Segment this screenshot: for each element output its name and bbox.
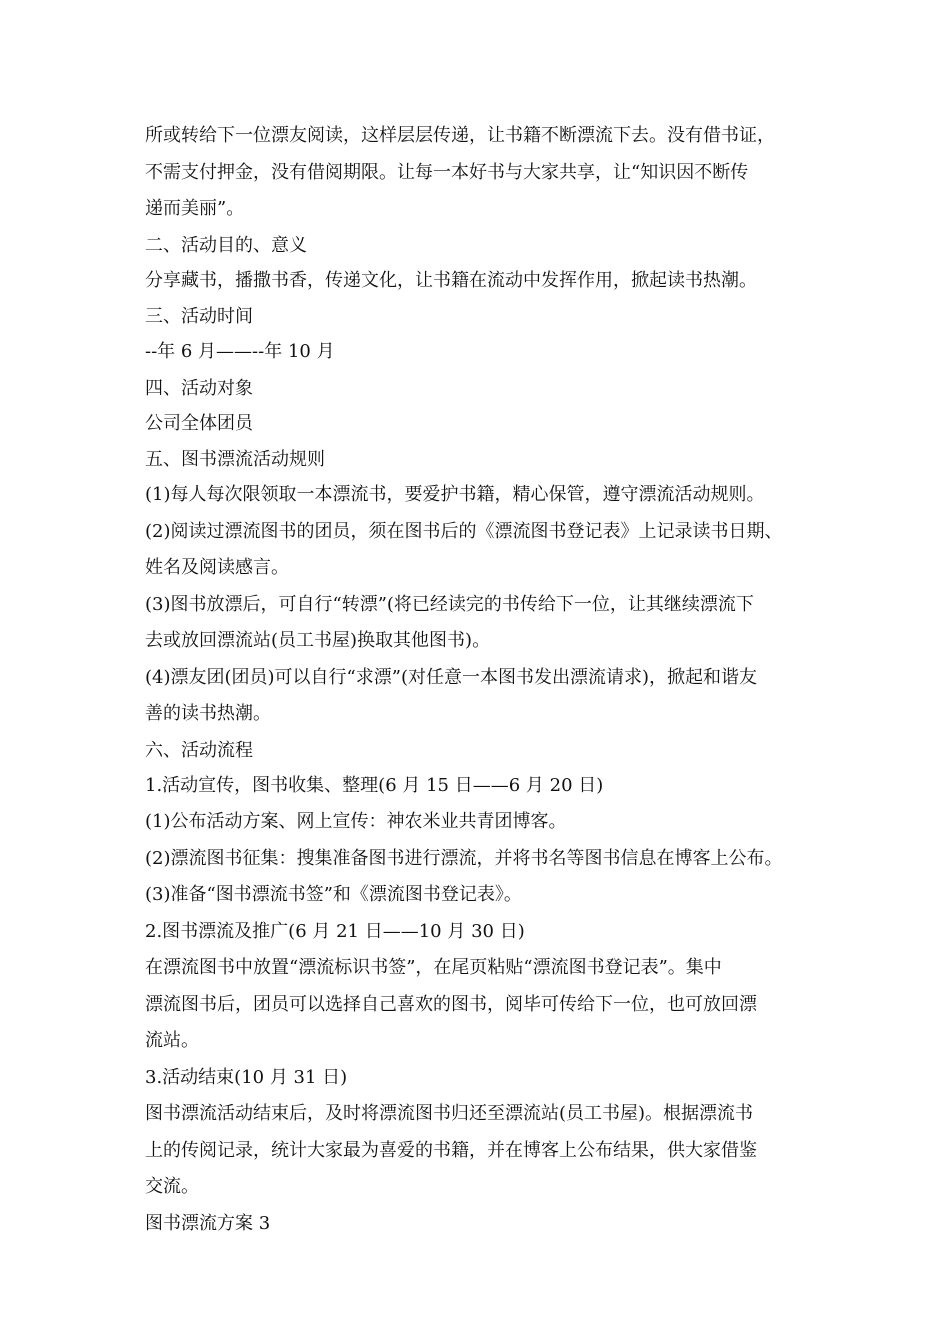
paragraph — [145, 804, 825, 841]
text-line: (3)图书放漂后，可自行“转漂”(将已经读完的书传给下一位，让其继续漂流下 — [145, 593, 754, 615]
text-line: 不需支付押金，没有借阅期限。让每一本好书与大家共享，让“知识因不断传 — [145, 161, 749, 183]
text-line: 分享藏书，播撒书香，传递文化，让书籍在流动中发挥作用，掀起读书热潮。 — [145, 269, 757, 291]
text-line: (2)漂流图书征集：搜集准备图书进行漂流，并将书名等图书信息在博客上公布。 — [145, 847, 783, 869]
text-line: 图书漂流方案 3 — [145, 1212, 271, 1234]
text-line: (2)阅读过漂流图书的团员，须在图书后的《漂流图书登记表》上记录读书日期、 — [145, 520, 783, 542]
paragraph — [145, 514, 825, 587]
paragraph — [145, 334, 825, 371]
paragraph — [145, 914, 825, 951]
paragraph — [145, 660, 825, 733]
text-line: (4)漂友团(团员)可以自行“求漂”(对任意一本图书发出漂流请求)，掀起和谐友 — [145, 666, 757, 688]
paragraph — [145, 118, 825, 228]
paragraph — [145, 877, 825, 914]
paragraph — [145, 950, 825, 1060]
text-line: 六、活动流程 — [145, 739, 253, 761]
text-line: 交流。 — [145, 1176, 199, 1197]
text-line: 在漂流图书中放置“漂流标识书签”，在尾页粘贴“漂流图书登记表”。集中 — [145, 957, 722, 978]
text-line: 善的读书热潮。 — [145, 703, 271, 724]
section-heading — [145, 1206, 825, 1241]
text-line: 上的传阅记录，统计大家最为喜爱的书籍，并在博客上公布结果，供大家借鉴 — [145, 1139, 757, 1161]
text-line: 1.活动宣传，图书收集、整理(6 月 15 日——6 月 20 日) — [145, 774, 604, 796]
text-line: 漂流图书后，团员可以选择自己喜欢的图书，阅毕可传给下一位，也可放回漂 — [145, 993, 757, 1015]
text-line: 五、图书漂流活动规则 — [145, 449, 325, 470]
text-line: 2.图书漂流及推广(6 月 21 日——10 月 30 日) — [145, 920, 525, 942]
section-heading — [145, 299, 825, 334]
section-heading — [145, 442, 825, 477]
text-line: 姓名及阅读感言。 — [145, 557, 289, 578]
text-line: 3.活动结束(10 月 31 日) — [145, 1066, 348, 1088]
paragraph — [145, 477, 825, 514]
text-line: 去或放回漂流站(员工书屋)换取其他图书)。 — [145, 630, 491, 651]
text-line: 递而美丽”。 — [145, 198, 245, 219]
document-body — [145, 118, 825, 1241]
paragraph — [145, 841, 825, 878]
text-line: 四、活动对象 — [145, 377, 253, 399]
text-line: (3)准备“图书漂流书签”和《漂流图书登记表》。 — [145, 884, 522, 905]
text-line: 公司全体团员 — [145, 412, 253, 434]
text-line: 三、活动时间 — [145, 306, 253, 327]
section-heading — [145, 228, 825, 263]
paragraph — [145, 406, 825, 443]
text-line: 所或转给下一位漂友阅读，这样层层传递，让书籍不断漂流下去。没有借书证， — [145, 125, 775, 146]
paragraph — [145, 768, 825, 805]
paragraph — [145, 1096, 825, 1206]
text-line: 图书漂流活动结束后，及时将漂流图书归还至漂流站(员工书屋)。根据漂流书 — [145, 1103, 754, 1124]
paragraph — [145, 1060, 825, 1097]
paragraph — [145, 587, 825, 660]
text-line: 二、活动目的、意义 — [145, 234, 307, 256]
text-line: --年 6 月——--年 10 月 — [145, 341, 335, 362]
section-heading — [145, 371, 825, 406]
text-line: (1)每人每次限领取一本漂流书，要爱护书籍，精心保管，遵守漂流活动规则。 — [145, 484, 765, 505]
paragraph — [145, 263, 825, 300]
section-heading — [145, 733, 825, 768]
text-line: (1)公布活动方案、网上宣传：神农米业共青团博客。 — [145, 811, 567, 832]
text-line: 流站。 — [145, 1030, 199, 1051]
